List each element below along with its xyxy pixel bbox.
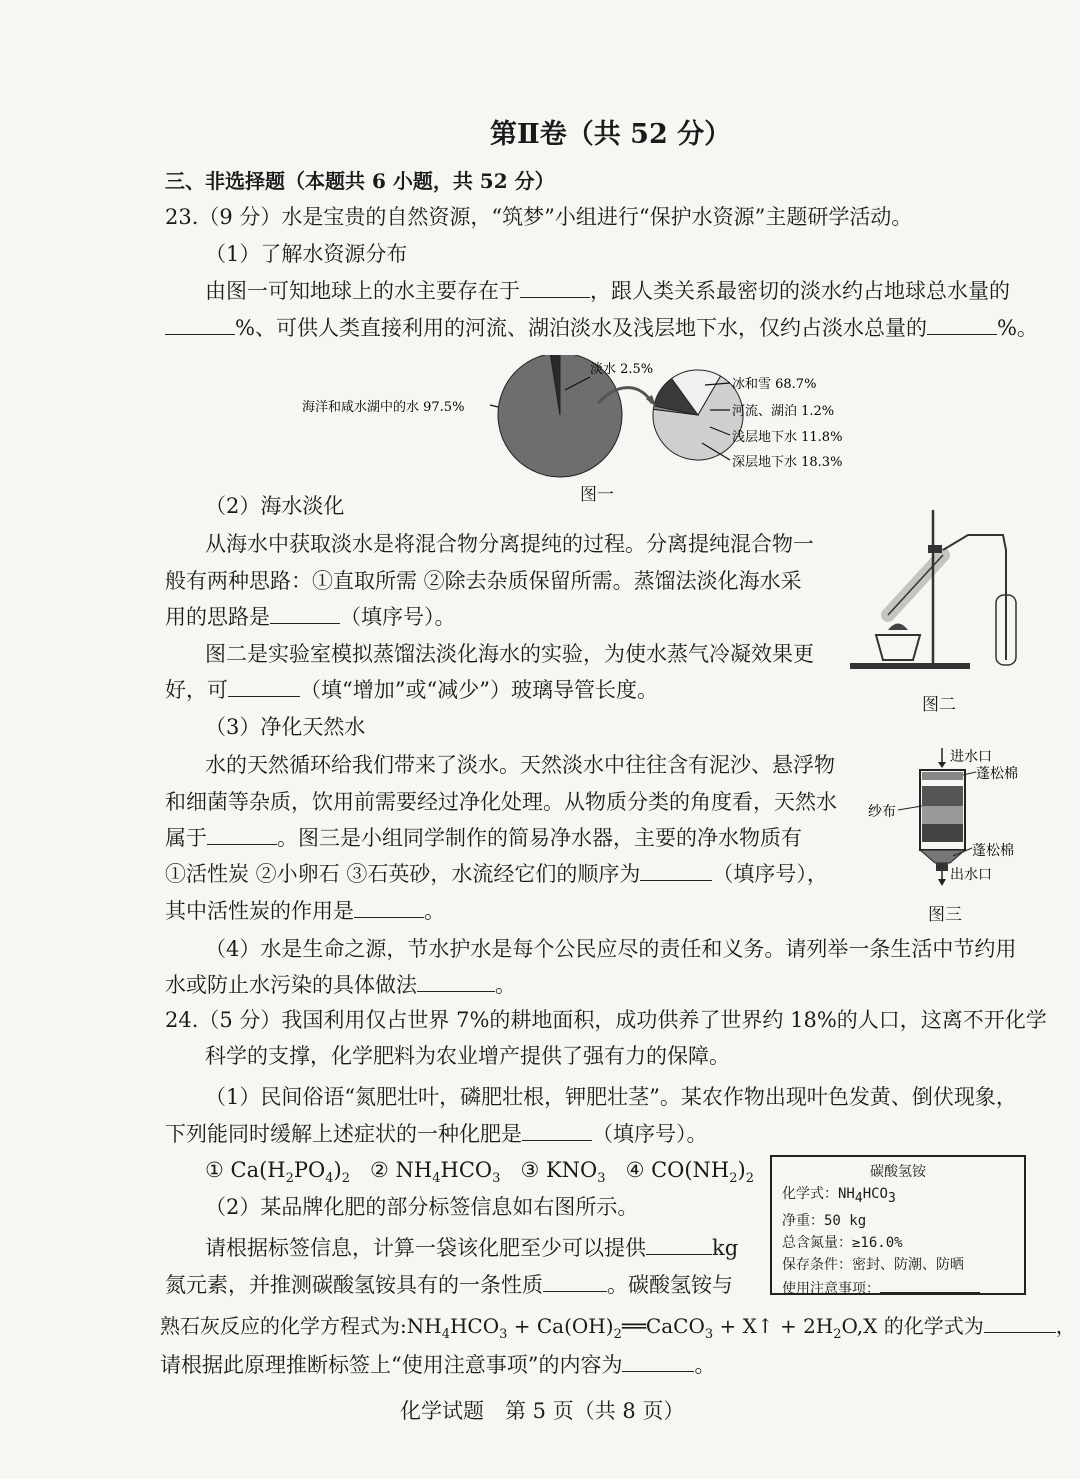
filter-layer-2	[922, 806, 963, 824]
q24-s2-line4	[160, 1351, 715, 1379]
option-1: ① $Ca(H_2PO_4)_2$	[205, 1158, 351, 1187]
q23-s2-line3	[165, 603, 456, 631]
unit-kg: kg	[712, 1236, 739, 1260]
filter-layer-3	[922, 824, 963, 842]
text: 。	[694, 1353, 716, 1377]
option-3: ③ $KNO_3$	[520, 1158, 606, 1187]
answer-blank[interactable]	[354, 897, 424, 918]
q24-s1-line2	[165, 1120, 708, 1148]
text: 请根据此原理推断标签上“使用注意事项”的内容为	[160, 1353, 623, 1377]
text: 。碳酸氢铵与	[607, 1273, 733, 1297]
q23-s2-line5	[165, 676, 658, 704]
text: 属于	[165, 826, 207, 850]
q23-intro: 23.（9 分）水是宝贵的自然资源，“筑梦”小组进行“保护水资源”主题研学活动。	[165, 205, 913, 229]
text: ，	[1055, 1314, 1076, 1338]
label-inlet: 进水口	[950, 749, 992, 765]
stand-base	[850, 663, 970, 669]
purifier-funnel	[920, 850, 965, 863]
q24-s2-title: （2）某品牌化肥的部分标签信息如右图所示。	[205, 1195, 639, 1219]
text: 用的思路是	[165, 605, 270, 629]
label-fresh: 淡水 2.5%	[590, 362, 654, 377]
q24-s1-line1: （1）民间俗语“氮肥壮叶，磷肥壮根，钾肥壮茎”。某农作物出现叶色发黄、倒伏现象，	[205, 1085, 1017, 1109]
q23-s3-line1: 水的天然循环给我们带来了淡水。天然淡水中往往含有泥沙、悬浮物	[205, 753, 835, 777]
q23-s1-line1	[205, 277, 1010, 305]
fertilizer-label-box	[770, 1155, 1026, 1295]
figure3-purifier	[868, 748, 1038, 893]
q23-s3-line5	[165, 897, 445, 925]
figure2-apparatus	[848, 505, 1030, 675]
label-river: 河流、湖泊 1.2%	[732, 404, 835, 419]
answer-blank[interactable]	[417, 971, 495, 992]
text: ①活性炭 ②小卵石 ③石英砂，水流经它们的顺序为	[165, 862, 641, 886]
inlet-arrow-icon	[938, 762, 946, 768]
outlet-nozzle	[936, 863, 948, 871]
q23-s1-line2	[165, 314, 1038, 342]
leader-gauze	[898, 806, 922, 810]
option-number: ③	[520, 1158, 540, 1182]
label-storage: 保存条件：密封、防潮、防晒	[782, 1256, 964, 1273]
q24-s2-line1	[205, 1234, 738, 1262]
q23-s2-line1: 从海水中获取淡水是将混合物分离提纯的过程。分离提纯混合物一	[205, 532, 814, 556]
figure3-caption: 图三	[928, 905, 962, 925]
option-number: ②	[370, 1158, 389, 1182]
label-cotton-bottom: 蓬松棉	[972, 843, 1014, 859]
label-seawater: 海洋和咸水湖中的水 97.5%	[302, 400, 465, 415]
figure1-caption: 图一	[580, 485, 614, 505]
text: （填“增加”或“减少”）玻璃导管长度。	[300, 678, 658, 702]
label-shallow: 浅层地下水 11.8%	[732, 430, 843, 445]
text: （填序号），	[712, 862, 828, 886]
text: 化学式：	[782, 1186, 838, 1202]
q23-s3-line2: 和细菌等杂质，饮用前需要经过净化处理。从物质分类的角度看，天然水	[165, 790, 837, 814]
page-footer: 化学试题 第 5 页（共 8 页）	[400, 1399, 685, 1423]
label-gauze: 纱布	[868, 804, 896, 820]
answer-blank[interactable]	[984, 1312, 1056, 1333]
q23-s3-line4	[165, 860, 828, 888]
text: 。图三是小组同学制作的简易净水器，主要的净水物质有	[277, 826, 802, 850]
answer-blank[interactable]	[165, 314, 235, 335]
cotton-layer-top	[922, 772, 963, 780]
part-heading: 三、非选择题（本题共 6 小题，共 52 分）	[165, 169, 555, 193]
text: 由图一可知地球上的水主要存在于	[205, 279, 520, 303]
text: %、可供人类直接利用的河流、湖泊淡水及浅层地下水，仅约占淡水总量的	[235, 316, 927, 340]
answer-blank[interactable]	[270, 603, 340, 624]
label-net-weight: 净重：50 kg	[782, 1212, 867, 1229]
leader-seawater	[490, 405, 498, 407]
text: 其中活性炭的作用是	[165, 899, 354, 923]
text: 氮元素，并推测碳酸氢铵具有的一条性质	[165, 1273, 543, 1297]
answer-blank[interactable]	[228, 676, 300, 697]
label-title: 碳酸氢铵	[870, 1164, 926, 1180]
answer-blank[interactable]	[646, 1234, 712, 1255]
text: ，跟人类关系最密切的淡水约占地球总水量的	[590, 279, 1010, 303]
option-number: ④	[625, 1158, 645, 1182]
q23-s2-line4: 图二是实验室模拟蒸馏法淡化海水的实验，为使水蒸气冷凝效果更	[205, 642, 814, 666]
label-notes	[782, 1276, 1014, 1300]
q23-s1-title: （1）了解水资源分布	[205, 242, 408, 266]
text: 。	[495, 973, 516, 997]
option-4: ④ $CO(NH_2)_2$	[625, 1158, 754, 1187]
option-2: ② $NH_4HCO_3$	[370, 1158, 501, 1187]
q24-intro1: 24.（5 分）我国利用仅占世界 7%的耕地面积，成功供养了世界约 18%的人口，这离不开化学	[165, 1008, 1047, 1032]
q24-options	[205, 1156, 754, 1193]
answer-blank[interactable]	[522, 1120, 592, 1141]
q23-s2-title: （2）海水淡化	[205, 494, 345, 518]
answer-blank[interactable]	[207, 824, 277, 845]
section-title: 第Ⅱ卷（共 52 分）	[490, 119, 732, 150]
text: %。	[996, 316, 1038, 340]
label-ice: 冰和雪 68.7%	[732, 377, 817, 392]
text: 请根据标签信息，计算一袋该化肥至少可以提供	[205, 1236, 646, 1260]
alcohol-lamp	[876, 635, 920, 660]
figure1-charts	[290, 355, 910, 495]
q24-s2-line3: 熟石灰反应的化学方程式为$:NH_4HCO_3$ + $Ca(OH)_2══CaCO_3$ + X↑ + $2H_2O,X$ 的化学式为 ，	[160, 1314, 1076, 1342]
text: 熟石灰反应的化学方程式为:	[160, 1314, 407, 1338]
label-outlet: 出水口	[950, 867, 992, 883]
label-formula: 化学式：$NH_4HCO_3$	[782, 1186, 896, 1206]
q23-s3-line3	[165, 824, 802, 852]
text: 好，可	[165, 678, 228, 702]
flame-icon	[888, 624, 908, 631]
q23-s4-line1: （4）水是生命之源，节水护水是每个公民应尽的责任和义务。请列举一条生活中节约用	[205, 937, 1017, 961]
answer-blank[interactable]	[880, 1276, 980, 1293]
test-tube-edge	[888, 555, 943, 615]
q24-s2-line2	[165, 1271, 733, 1299]
text: 使用注意事项：	[782, 1280, 880, 1297]
q23-s3-title: （3）净化天然水	[205, 715, 366, 739]
q23-s2-line2: 般有两种思路：①直取所需 ②除去杂质保留所需。蒸馏法淡化海水采	[165, 569, 802, 593]
label-cotton-top: 蓬松棉	[976, 766, 1018, 782]
outlet-arrow-icon	[938, 879, 946, 886]
label-nitrogen: 总含氮量：≥16.0%	[782, 1234, 903, 1251]
text: （填序号）。	[340, 605, 456, 629]
text: 下列能同时缓解上述症状的一种化肥是	[165, 1122, 522, 1146]
q23-s4-line2	[165, 971, 516, 999]
figure2-caption: 图二	[922, 695, 956, 715]
filter-layer-1	[922, 786, 963, 806]
answer-blank[interactable]	[622, 1351, 694, 1372]
text: 水或防止水污染的具体做法	[165, 973, 417, 997]
option-number: ①	[205, 1158, 224, 1182]
text: 。	[424, 899, 445, 923]
answer-blank[interactable]	[543, 1271, 607, 1292]
q24-intro2: 科学的支撑，化学肥料为农业增产提供了强有力的保障。	[205, 1044, 730, 1068]
label-deep: 深层地下水 18.3%	[732, 455, 843, 470]
answer-blank[interactable]	[640, 860, 712, 881]
answer-blank[interactable]	[520, 277, 590, 298]
text: （填序号）。	[592, 1122, 708, 1146]
answer-blank[interactable]	[927, 314, 997, 335]
text: ,X 的化学式为	[856, 1314, 984, 1338]
